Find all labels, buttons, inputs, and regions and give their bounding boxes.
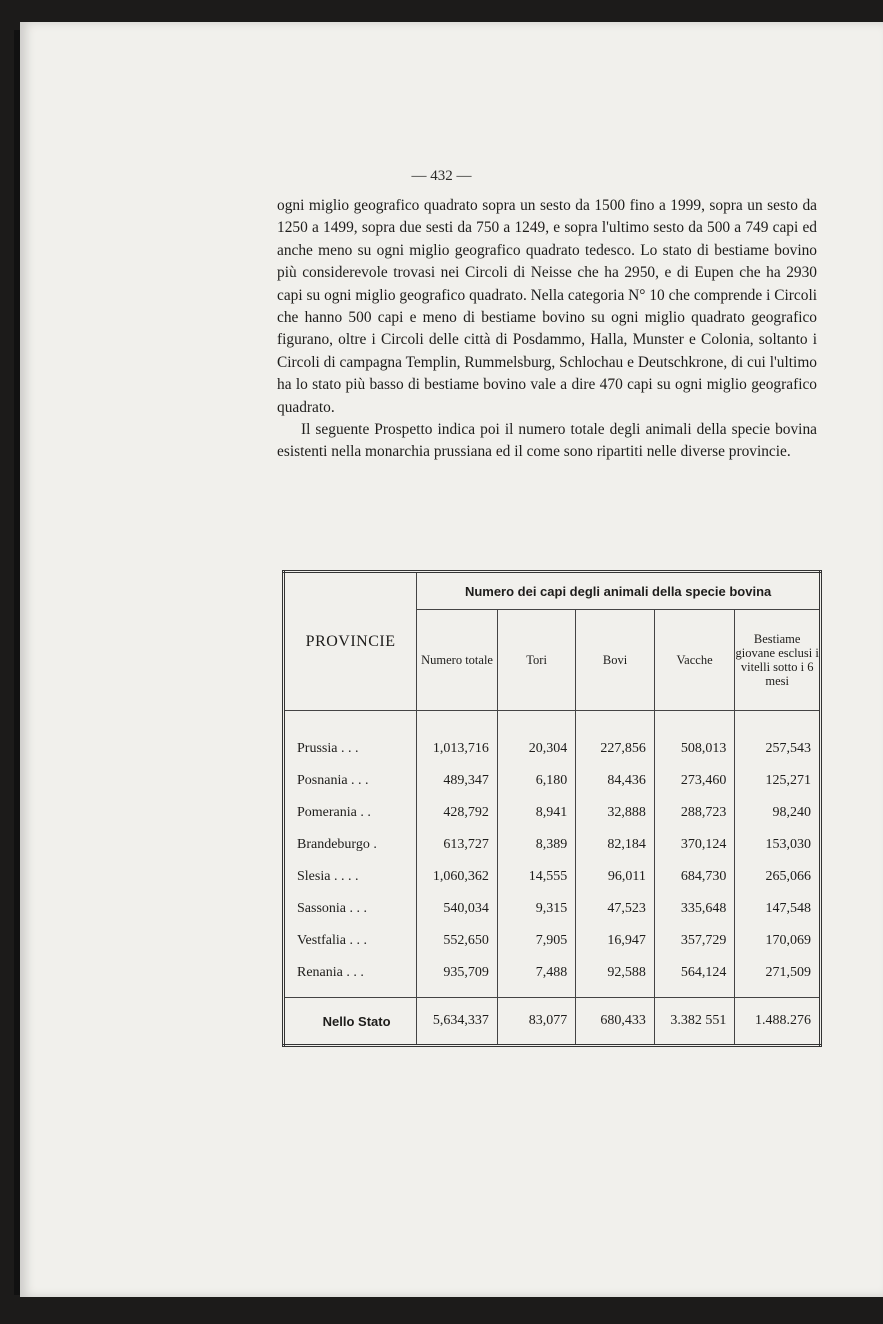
total-cell: 489,347 <box>417 765 498 797</box>
young-cell: 98,240 <box>735 797 821 829</box>
col-young-header: Bestiame giovane esclusi i vitelli sotto i 6 mesi <box>735 610 821 711</box>
bovi-cell: 84,436 <box>576 765 655 797</box>
total-row <box>284 998 821 1046</box>
total-cell: 552,650 <box>417 925 498 957</box>
bovi-cell: 16,947 <box>576 925 655 957</box>
vacche-cell: 357,729 <box>654 925 735 957</box>
bovi-cell: 47,523 <box>576 893 655 925</box>
young-cell: 125,271 <box>735 765 821 797</box>
total-total-cell: 5,634,337 <box>417 998 498 1046</box>
group-header: Numero dei capi degli animali della specie bovina <box>417 572 821 610</box>
total-label-cell: Nello Stato <box>284 998 417 1046</box>
total-cell: 540,034 <box>417 893 498 925</box>
vacche-cell: 335,648 <box>654 893 735 925</box>
province-cell: Sassonia . . . <box>284 893 417 925</box>
total-young-cell: 1.488.276 <box>735 998 821 1046</box>
provinces-header: PROVINCIE <box>284 572 417 711</box>
tori-cell: 9,315 <box>497 893 575 925</box>
young-cell: 170,069 <box>735 925 821 957</box>
vacche-cell: 508,013 <box>654 733 735 765</box>
col-vacche-header: Vacche <box>654 610 735 711</box>
table-row <box>284 861 821 893</box>
province-cell: Posnania . . . <box>284 765 417 797</box>
table-row <box>284 893 821 925</box>
vacche-cell: 288,723 <box>654 797 735 829</box>
tori-cell: 20,304 <box>497 733 575 765</box>
total-cell: 428,792 <box>417 797 498 829</box>
vacche-cell: 273,460 <box>654 765 735 797</box>
vacche-cell: 564,124 <box>654 957 735 989</box>
total-cell: 935,709 <box>417 957 498 989</box>
cattle-table <box>282 570 822 1047</box>
table-row <box>284 733 821 765</box>
total-tori-cell: 83,077 <box>497 998 575 1046</box>
total-cell: 1,060,362 <box>417 861 498 893</box>
table-spacer-row <box>284 711 821 734</box>
total-cell: 1,013,716 <box>417 733 498 765</box>
col-tori-header: Tori <box>497 610 575 711</box>
total-cell: 613,727 <box>417 829 498 861</box>
cattle-table-grid <box>282 570 822 1047</box>
young-cell: 257,543 <box>735 733 821 765</box>
province-cell: Renania . . . <box>284 957 417 989</box>
col-bovi-header: Bovi <box>576 610 655 711</box>
col-total-header: Numero totale <box>417 610 498 711</box>
paragraph-2: Il seguente Prospetto indica poi il numero totale degli animali della specie bovina esistenti nella monarchia prussiana ed il come sono ripartiti nelle diverse provincie. <box>277 421 817 461</box>
young-cell: 271,509 <box>735 957 821 989</box>
table-row <box>284 797 821 829</box>
vacche-cell: 684,730 <box>654 861 735 893</box>
young-cell: 153,030 <box>735 829 821 861</box>
bovi-cell: 82,184 <box>576 829 655 861</box>
young-cell: 265,066 <box>735 861 821 893</box>
tori-cell: 6,180 <box>497 765 575 797</box>
vacche-cell: 370,124 <box>654 829 735 861</box>
young-cell: 147,548 <box>735 893 821 925</box>
province-cell: Vestfalia . . . <box>284 925 417 957</box>
province-cell: Pomerania . . <box>284 797 417 829</box>
table-row <box>284 925 821 957</box>
table-spacer-row <box>284 989 821 998</box>
tori-cell: 7,488 <box>497 957 575 989</box>
tori-cell: 8,389 <box>497 829 575 861</box>
page-number: — 432 — <box>411 168 472 184</box>
table-row <box>284 957 821 989</box>
total-vacche-cell: 3.382 551 <box>654 998 735 1046</box>
paragraph-1: ogni miglio geografico quadrato sopra un sesto da 1500 fino a 1999, sopra un sesto da 1250 a 1499, sopra due sesti da 750 a 1249, e sopra l'ultimo sesto da 500 a 749 capi ed anche meno su ogni miglio geografico quadrato tedesco. Lo stato di bestiame bovino più considerevole trovasi nei Circoli di Neisse che ha 2950, e di Eupen che ha 2930 capi su ogni miglio geografico quadrato. Nella categoria N° 10 che comprende i Circoli che hanno 500 capi e meno di bestiame bovino su ogni miglio quadrato geografico figurano, oltre i Circoli delle città di Posdammo, Halla, Munster e Colonia, soltanto i Circoli di campagna Templin, Rummelsburg, Schlochau e Deutschkrone, di cui l'ultimo ha lo stato più basso di bestiame bovino vale a dire 470 capi su ogni miglio geografico quadrato. <box>277 197 817 416</box>
body-text <box>277 195 817 464</box>
total-bovi-cell: 680,433 <box>576 998 655 1046</box>
tori-cell: 14,555 <box>497 861 575 893</box>
province-cell: Brandeburgo . <box>284 829 417 861</box>
province-cell: Slesia . . . . <box>284 861 417 893</box>
bovi-cell: 92,588 <box>576 957 655 989</box>
table-row <box>284 829 821 861</box>
table-row <box>284 765 821 797</box>
bovi-cell: 227,856 <box>576 733 655 765</box>
province-cell: Prussia . . . <box>284 733 417 765</box>
bovi-cell: 32,888 <box>576 797 655 829</box>
tori-cell: 8,941 <box>497 797 575 829</box>
bovi-cell: 96,011 <box>576 861 655 893</box>
tori-cell: 7,905 <box>497 925 575 957</box>
